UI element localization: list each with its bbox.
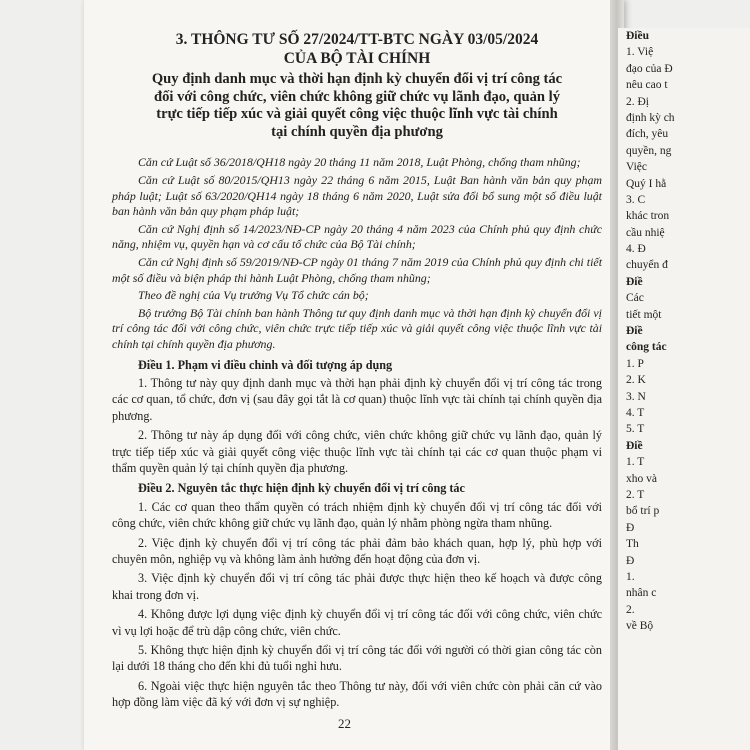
basis-paragraph: Căn cứ Luật số 36/2018/QH18 ngày 20 tháng 11 năm 2018, Luật Phòng, chống tham nhũng; bbox=[138, 155, 581, 170]
right-page-line: Đ bbox=[626, 521, 635, 534]
right-page-line: 2. K bbox=[626, 374, 646, 387]
right-page-line: 4. T bbox=[626, 406, 645, 419]
right-page-line: Các bbox=[626, 292, 644, 305]
right-page-line: bổ trí p bbox=[626, 505, 660, 518]
right-page-line: Điều bbox=[626, 30, 649, 42]
basis-paragraph: Bộ trưởng Bộ Tài chính ban hành Thông tư quy định danh mục và thời hạn định kỳ chuyển đổi vị trí công tác đối với công chức, viên chức trực tiếp tiếp xúc và giải quyết công việc thuộc lĩnh vực tài chính tại chính quyền địa phương. bbox=[112, 305, 602, 351]
basis-paragraph: Căn cứ Nghị định số 59/2019/NĐ-CP ngày 01 tháng 7 năm 2019 của Chính phủ quy định chi tiết một số điều và biện pháp thi hành Luật Phòng, chống tham nhũng; bbox=[112, 254, 602, 285]
right-page-line: Điề bbox=[626, 325, 643, 338]
right-page-line: 1. Việ bbox=[626, 46, 654, 59]
right-page-line: xho và bbox=[626, 472, 657, 485]
right-page-line: Điề bbox=[626, 439, 643, 452]
article-2 bbox=[112, 480, 602, 710]
article-paragraph: 5. Không thực hiện định kỳ chuyển đổi vị trí công tác đối với người có thời gian công tác còn lại dưới 18 tháng cho đến khi đủ tuổi nghỉ hưu. bbox=[112, 643, 602, 674]
right-page-line: 3. C bbox=[626, 193, 646, 206]
right-page-text bbox=[626, 28, 750, 634]
right-page-line: nêu cao t bbox=[626, 79, 668, 92]
article-title: Điều 2. Nguyên tắc thực hiện định kỳ chuyển đổi vị trí công tác bbox=[138, 481, 465, 496]
right-page-line: Quý I hằ bbox=[626, 177, 667, 190]
right-page-line: nhân c bbox=[626, 587, 657, 600]
article-paragraph: 6. Ngoài việc thực hiện nguyên tắc theo Thông tư này, đối với viên chức còn phải căn cứ vào hợp đồng làm việc đã ký với đơn vị sự nghiệp. bbox=[112, 678, 602, 710]
subtitle-line: tại chính quyền địa phương bbox=[271, 123, 443, 140]
right-page-line: 5. T bbox=[626, 423, 645, 436]
right-page-line: Đ bbox=[626, 554, 635, 567]
article-paragraph: 2. Việc định kỳ chuyển đổi vị trí công tác phải đảm bảo khách quan, hợp lý, phù hợp với chuyên môn, nghiệp vụ và không làm ảnh hưởng đến hoạt động của đơn vị. bbox=[112, 535, 602, 566]
right-page-line: 1. P bbox=[626, 357, 644, 370]
right-page-line: khác tron bbox=[626, 210, 670, 223]
document-subtitle bbox=[112, 71, 602, 141]
subtitle-line: Quy định danh mục và thời hạn định kỳ chuyển đổi vị trí công tác bbox=[151, 71, 563, 87]
article-title: Điều 1. Phạm vi điều chỉnh và đối tượng áp dụng bbox=[138, 357, 393, 372]
article-paragraph: 3. Việc định kỳ chuyển đổi vị trí công tác phải được thực hiện theo kế hoạch và được công khai trong đơn vị. bbox=[112, 571, 602, 602]
right-page-line: đích, yêu bbox=[626, 128, 669, 141]
right-page-line: cầu nhiệ bbox=[626, 226, 665, 239]
right-page-line: 2. bbox=[626, 603, 635, 616]
title-line-1: 3. THÔNG TƯ SỐ 27/2024/TT-BTC NGÀY 03/05/2024 bbox=[175, 31, 539, 48]
left-page-content bbox=[112, 30, 602, 714]
right-page-line: 3. N bbox=[626, 390, 646, 403]
basis-paragraph: Căn cứ Luật số 80/2015/QH13 ngày 22 tháng 6 năm 2015, Luật Ban hành văn bản quy phạm pháp luật; Luật số 63/2020/QH14 ngày 18 tháng 6 năm 2020, Luật sửa đổi bổ sung một số điều luật ban hành văn bản quy phạm pháp luật; bbox=[112, 172, 602, 219]
article-1 bbox=[112, 357, 602, 477]
right-page-line: định kỳ ch bbox=[626, 111, 675, 124]
right-page-line: 2. Đị bbox=[626, 95, 649, 108]
right-page-line: về Bộ bbox=[626, 620, 654, 633]
right-page-line: Việc bbox=[626, 161, 648, 174]
right-page-line: 2. T bbox=[626, 488, 645, 501]
right-page-line: Điề bbox=[626, 275, 643, 288]
article-paragraph: 1. Các cơ quan theo thẩm quyền có trách nhiệm định kỳ chuyển đổi vị trí công tác đối với công chức, viên chức không giữ chức vụ lãnh đạo, quản lý nhằm phòng ngừa tham nhũng. bbox=[112, 499, 602, 531]
article-paragraph: 1. Thông tư này quy định danh mục và thời hạn phải định kỳ chuyển đổi vị trí công tác trong các cơ quan, tổ chức, đơn vị (sau đây gọi tắt là cơ quan) thuộc lĩnh vực tài chính tại chính quyền địa phương. bbox=[112, 375, 602, 423]
right-page-line: 4. Đ bbox=[626, 243, 646, 256]
right-page-line: 1. bbox=[626, 570, 635, 583]
right-page bbox=[618, 28, 750, 750]
basis-paragraph: Căn cứ Nghị định số 14/2023/NĐ-CP ngày 20 tháng 4 năm 2023 của Chính phủ quy định chức năng, nhiệm vụ, quyền hạn và cơ cấu tổ chức của Bộ Tài chính; bbox=[112, 221, 602, 252]
right-page-line: 1. T bbox=[626, 456, 645, 469]
subtitle-line: trực tiếp tiếp xúc và giải quyết công việc thuộc lĩnh vực tài chính bbox=[156, 106, 558, 123]
right-page-line: chuyển đ bbox=[626, 259, 668, 272]
legal-basis bbox=[112, 155, 602, 352]
right-page-line: tiết một bbox=[626, 308, 662, 321]
right-page-line: Th bbox=[626, 538, 639, 551]
title-line-2: CỦA BỘ TÀI CHÍNH bbox=[283, 50, 431, 67]
right-page-line: công tác bbox=[626, 341, 667, 354]
right-page-line: quyền, ng bbox=[626, 144, 672, 157]
article-paragraph: 4. Không được lợi dụng việc định kỳ chuyển đổi vị trí công tác đối với công chức, viên chức vì vụ lợi hoặc để trù dập công chức, viên chức. bbox=[112, 607, 602, 638]
subtitle-line: đối với công chức, viên chức không giữ chức vụ lãnh đạo, quản lý bbox=[153, 88, 560, 105]
article-paragraph: 2. Thông tư này áp dụng đối với công chức, viên chức không giữ chức vụ lãnh đạo, quản lý trực tiếp tiếp xúc và giải quyết công việc thuộc lĩnh vực tài chính tại các cơ quan thuộc phạm vi thẩm quyền quản lý tại chính quyền địa phương. bbox=[112, 428, 602, 475]
document-title bbox=[112, 30, 602, 68]
basis-paragraph: Theo đề nghị của Vụ trưởng Vụ Tổ chức cán bộ; bbox=[138, 288, 369, 303]
page-number: 22 bbox=[338, 716, 351, 731]
right-page-line: đạo của Đ bbox=[626, 62, 673, 75]
